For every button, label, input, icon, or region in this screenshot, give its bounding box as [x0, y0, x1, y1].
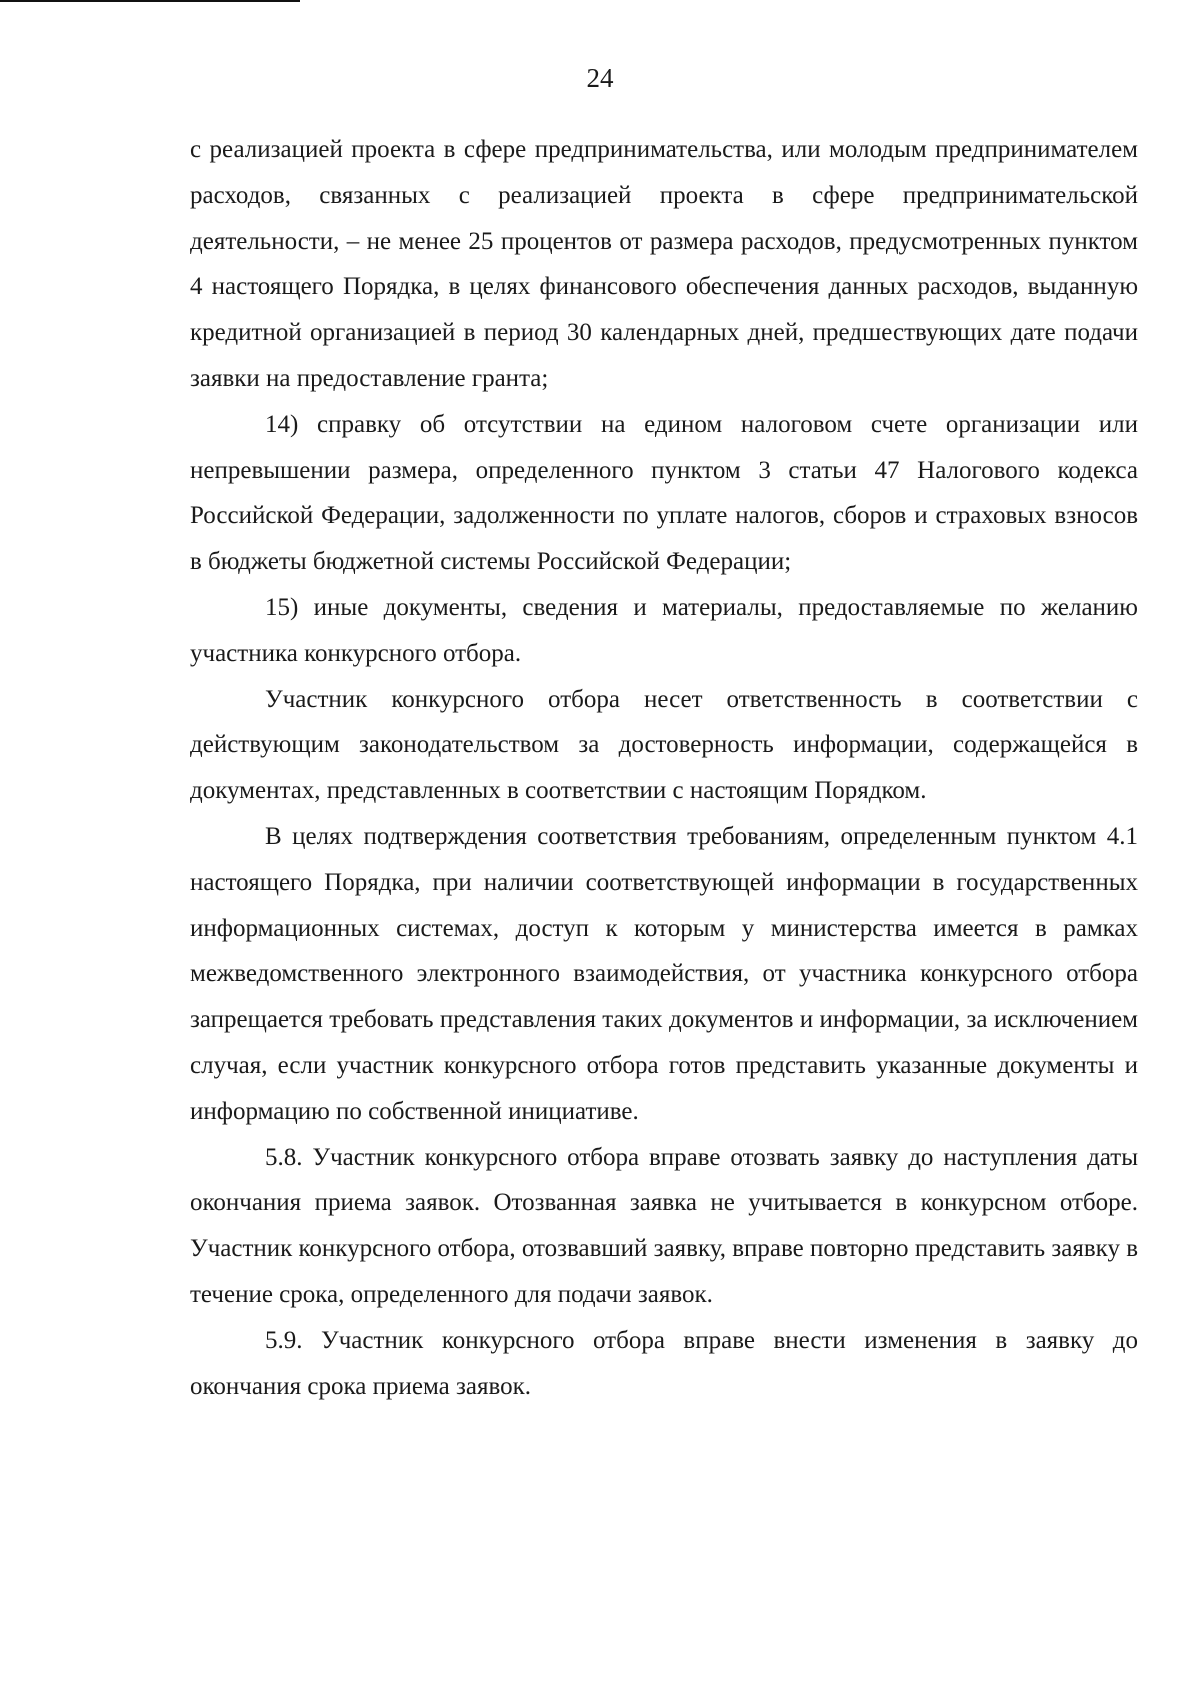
- paragraph-responsibility: Участник конкурсного отбора несет ответственность в соответствии с действующим законодательством за достоверность информации, содержащейся в документах, представленных в соответствии с настоящим Порядком.: [190, 685, 1138, 805]
- paragraph-5-9: 5.9. Участник конкурсного отбора вправе внести изменения в заявку до окончания срока приема заявок.: [190, 1326, 1138, 1400]
- paragraph-item-14: 14) справку об отсутствии на едином налоговом счете организации или непревышении размера, определенного пунктом 3 статьи 47 Налогового кодекса Российской Федерации, задолженности по уплате налогов, сборов и страховых взносов в бюджеты бюджетной системы Российской Федерации;: [190, 410, 1138, 576]
- paragraph-continuation: с реализацией проекта в сфере предпринимательства, или молодым предпринимателем расходов, связанных с реализацией проекта в сфере предпринимательской деятельности, – не менее 25 процентов от размера расходов, предусмотренных пунктом 4 настоящего Порядка, в целях финансового обеспечения данных расходов, выданную кредитной организацией в период 30 календарных дней, предшествующих дате подачи заявки на предоставление гранта;: [190, 136, 1138, 392]
- paragraph-5-8: 5.8. Участник конкурсного отбора вправе отозвать заявку до наступления даты окончания приема заявок. Отозванная заявка не учитывается в конкурсном отборе. Участник конкурсного отбора, отозвавший заявку, вправе повторно представить заявку в течение срока, определенного для подачи заявок.: [190, 1143, 1138, 1308]
- paragraph-verification: В целях подтверждения соответствия требованиям, определенным пунктом 4.1 настоящего Порядка, при наличии соответствующей информации в государственных информационных системах, доступ к которым у министерства имеется в рамках межведомственного электронного взаимодействия, от участника конкурсного отбора запрещается требовать представления таких документов и информации, за исключением случая, если участник конкурсного отбора готов представить указанные документы и информацию по собственной инициативе.: [190, 822, 1138, 1125]
- paragraph-item-15: 15) иные документы, сведения и материалы, предоставляемые по желанию участника конкурсного отбора.: [190, 593, 1138, 667]
- top-rule: [0, 0, 300, 2]
- document-body: [190, 127, 1138, 1409]
- page-number: 24: [586, 63, 614, 93]
